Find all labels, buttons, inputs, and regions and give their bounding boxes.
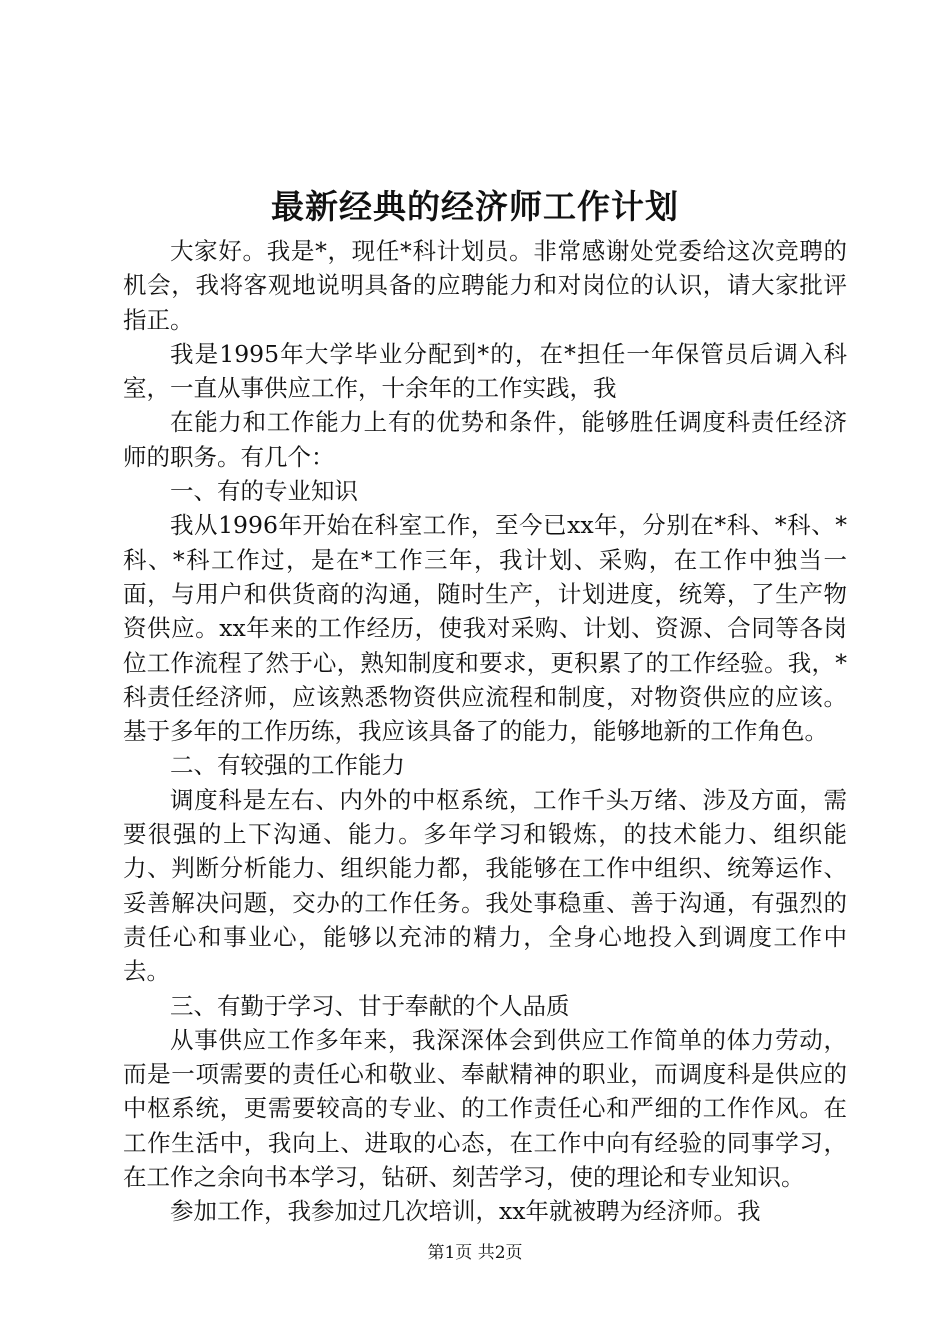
- paragraph-greeting: 大家好。我是*，现任*科计划员。非常感谢处党委给这次竞聘的机会，我将客观地说明具备的应聘能力和对岗位的认识，请大家批评指正。: [123, 237, 847, 334]
- paragraph-personal-quality: 从事供应工作多年来，我深深体会到供应工作简单的体力劳动，而是一项需要的责任心和敬业、奉献精神的职业，而调度科是供应的中枢系统，更需要较高的专业、的工作责任心和严细的工作作风。在工作生活中，我向上、进取的心态，在工作中向有经验的同事学习，在工作之余向书本学习，钻研、刻苦学习，使的理论和专业知识。: [123, 1025, 847, 1192]
- paragraph-training: 参加工作，我参加过几次培训，xx年就被聘为经济师。我: [170, 1197, 761, 1226]
- paragraph-professional-knowledge: 我从1996年开始在科室工作，至今已xx年，分别在*科、*科、*科、*科工作过，是在*工作三年，我计划、采购，在工作中独当一面，与用户和供货商的沟通，随时生产，计划进度，统筹，了生产物资供应。xx年来的工作经历，使我对采购、计划、资源、合同等各岗位工作流程了然于心，熟知制度和要求，更积累了的工作经验。我，*科责任经济师，应该熟悉物资供应流程和制度，对物资供应的应该。基于多年的工作历练，我应该具备了的能力，能够地新的工作角色。: [123, 511, 847, 746]
- paragraph-background: 我是1995年大学毕业分配到*的，在*担任一年保管员后调入科室，一直从事供应工作，十余年的工作实践，我: [123, 339, 847, 403]
- section-heading-3: 三、有勤于学习、甘于奉献的个人品质: [170, 991, 570, 1020]
- paragraph-ability-summary: 在能力和工作能力上有的优势和条件，能够胜任调度科责任经济师的职务。有几个：: [123, 408, 847, 471]
- section-heading-2: 二、有较强的工作能力: [170, 751, 405, 780]
- document-title: 最新经典的经济师工作计划: [271, 187, 679, 226]
- document-body: [123, 234, 847, 1229]
- paragraph-work-ability: 调度科是左右、内外的中枢系统，工作千头万绪、涉及方面，需要很强的上下沟通、能力。多年学习和锻炼，的技术能力、组织能力、判断分析能力、组织能力都，我能够在工作中组织、统筹运作、妥善解决问题，交办的工作任务。我处事稳重、善于沟通，有强烈的责任心和事业心，能够以充沛的精力，全身心地投入到调度工作中去。: [123, 785, 847, 986]
- page-number-footer: 第1页 共2页: [427, 1243, 523, 1263]
- section-heading-1: 一、有的专业知识: [170, 477, 358, 506]
